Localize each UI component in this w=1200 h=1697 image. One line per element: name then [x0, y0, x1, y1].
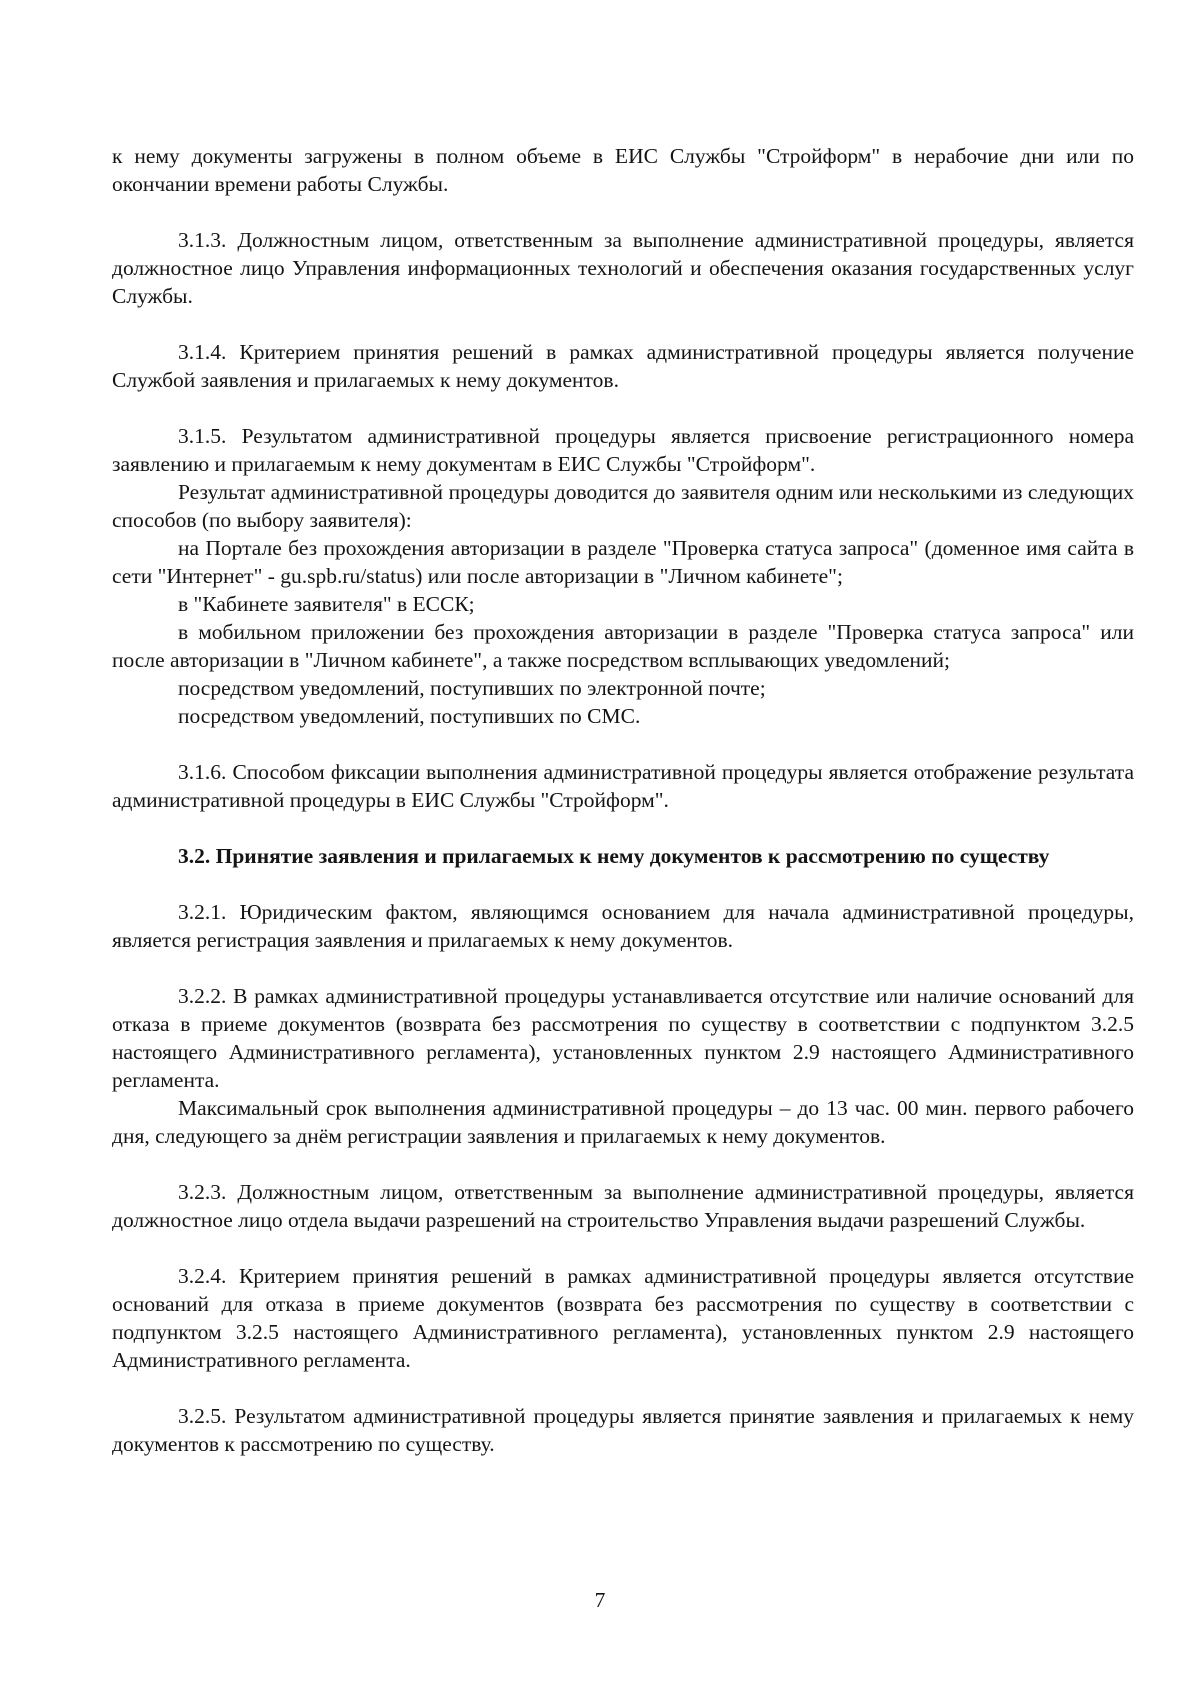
- paragraph-3-2-1: 3.2.1. Юридическим фактом, являющимся основанием для начала административной процедуры, является регистрация заявления и прилагаемых к нему документов.: [112, 900, 1134, 952]
- document-body: [112, 142, 1134, 1458]
- paragraph-3-2-4: 3.2.4. Критерием принятия решений в рамках административной процедуры является отсутствие оснований для отказа в приеме документов (возврата без рассмотрения по существу в соответствии с подпунктом 3.2.5 настоящего Административного регламента), установленных пунктом 2.9 настоящего Административного регламента.: [112, 1264, 1134, 1372]
- paragraph-3-2-2: 3.2.2. В рамках административной процедуры устанавливается отсутствие или наличие оснований для отказа в приеме документов (возврата без рассмотрения по существу в соответствии с подпунктом 3.2.5 настоящего Административного регламента), установленных пунктом 2.9 настоящего Административного регламента.: [112, 984, 1134, 1092]
- list-item-cabinet: в "Кабинете заявителя" в ЕССК;: [178, 592, 475, 616]
- list-item-portal: на Портале без прохождения авторизации в разделе "Проверка статуса запроса" (доменное имя сайта в сети "Интернет" - gu.spb.ru/status) или после авторизации в "Личном кабинете";: [112, 536, 1134, 588]
- paragraph-max-term: Максимальный срок выполнения административной процедуры – до 13 час. 00 мин. первого рабочего дня, следующего за днём регистрации заявления и прилагаемых к нему документов.: [112, 1096, 1134, 1148]
- page-number: 7: [594, 1588, 606, 1612]
- paragraph-3-1-4: 3.1.4. Критерием принятия решений в рамках административной процедуры является получение Службой заявления и прилагаемых к нему документов.: [112, 340, 1134, 392]
- section-heading-3-2: 3.2. Принятие заявления и прилагаемых к нему документов к рассмотрению по существу: [178, 844, 1050, 868]
- list-item-mobile-app: в мобильном приложении без прохождения авторизации в разделе "Проверка статуса запроса" или после авторизации в "Личном кабинете", а также посредством всплывающих уведомлений;: [112, 620, 1134, 672]
- paragraph-3-2-3: 3.2.3. Должностным лицом, ответственным за выполнение административной процедуры, является должностное лицо отдела выдачи разрешений на строительство Управления выдачи разрешений Службы.: [112, 1180, 1134, 1232]
- paragraph-3-1-3: 3.1.3. Должностным лицом, ответственным за выполнение административной процедуры, является должностное лицо Управления информационных технологий и обеспечения оказания государственных услуг Службы.: [112, 228, 1134, 308]
- list-item-email: посредством уведомлений, поступивших по электронной почте;: [178, 676, 766, 700]
- paragraph-3-1-6: 3.1.6. Способом фиксации выполнения административной процедуры является отображение результата административной процедуры в ЕИС Службы "Стройформ".: [112, 760, 1134, 812]
- paragraph-result-delivery: Результат административной процедуры доводится до заявителя одним или несколькими из следующих способов (по выбору заявителя):: [112, 480, 1134, 532]
- list-item-sms: посредством уведомлений, поступивших по СМС.: [178, 704, 641, 728]
- paragraph-3-1-5: 3.1.5. Результатом административной процедуры является присвоение регистрационного номера заявлению и прилагаемым к нему документам в ЕИС Службы "Стройформ".: [112, 424, 1134, 476]
- paragraph-3-2-5: 3.2.5. Результатом административной процедуры является принятие заявления и прилагаемых к нему документов к рассмотрению по существу.: [112, 1404, 1134, 1456]
- paragraph-continuation: к нему документы загружены в полном объеме в ЕИС Службы "Стройформ" в нерабочие дни или по окончании времени работы Службы.: [112, 144, 1134, 196]
